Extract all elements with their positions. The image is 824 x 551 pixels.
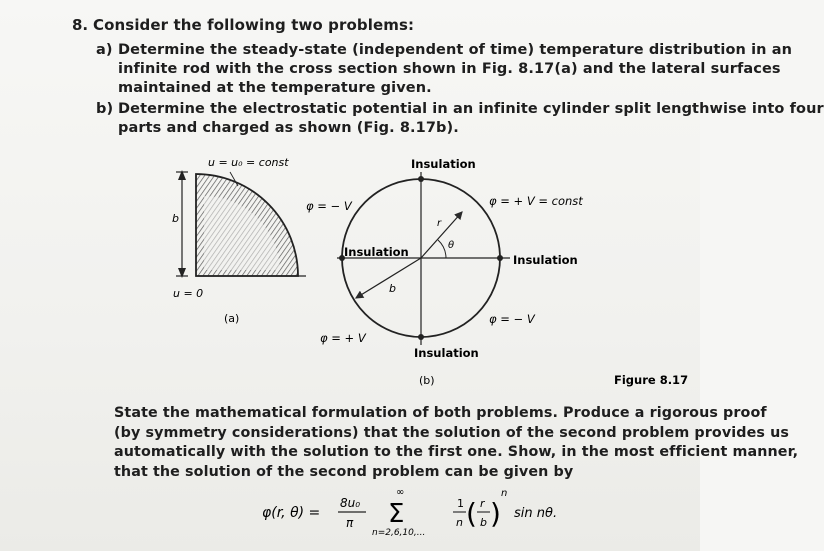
phi-upper-left-label: φ = − V (306, 199, 352, 213)
formula-sum-upper: ∞ (396, 487, 405, 498)
formula-frac-numerator: 1 (457, 497, 464, 510)
insulation-top-label: Insulation (411, 157, 476, 171)
figure-label: Figure 8.17 (614, 373, 689, 387)
problem-intro: Consider the following two problems: (93, 16, 415, 34)
formula-ratio-denominator: b (480, 516, 487, 529)
formula-paren-right: ) (490, 497, 501, 530)
fig-a-top-label: u = u₀ = const (208, 156, 289, 169)
insulation-left-label: Insulation (344, 245, 409, 259)
formula-frac-denominator: n (456, 516, 463, 529)
r-label: r (437, 218, 442, 229)
phi-lower-left-label: φ = + V (320, 331, 366, 345)
fig-a-caption: (a) (224, 312, 240, 325)
insulation-bottom-label: Insulation (414, 346, 479, 360)
fig-b-caption: (b) (419, 374, 435, 387)
formula-trig: sin nθ. (514, 506, 558, 521)
formula-exponent: n (501, 488, 508, 499)
part-a-line-1: Determine the steady-state (independent of time) temperature distribution in an (118, 42, 793, 58)
fig-a-bottom-label: u = 0 (173, 287, 204, 300)
phi-upper-right-label: φ = + V = const (489, 194, 583, 208)
formula-ratio-numerator: r (480, 497, 485, 510)
radius-b-label: b (389, 282, 396, 295)
phi-lower-right-label: φ = − V (489, 312, 535, 326)
formula-paren-left: ( (466, 497, 477, 530)
task-line-1: State the mathematical formulation of both problems. Produce a rigorous proof (114, 405, 767, 421)
part-b-line-2: parts and charged as shown (Fig. 8.17b). (118, 120, 459, 136)
formula-sum-symbol: Σ (388, 499, 405, 529)
part-a-line-2: infinite rod with the cross section shown in Fig. 8.17(a) and the lateral surfaces (118, 61, 781, 77)
fig-a-side-label: b (172, 212, 179, 225)
formula-sum-lower: n=2,6,10,... (372, 528, 426, 538)
insulation-right-label: Insulation (513, 253, 578, 267)
task-line-4: that the solution of the second problem can be given by (114, 463, 574, 480)
task-line-3: automatically with the solution to the first one. Show, in the most efficient manner, (114, 444, 799, 460)
part-a-label: a) (96, 42, 113, 58)
formula-lhs: φ(r, θ) = (262, 505, 321, 521)
part-b-line-1: Determine the electrostatic potential in an infinite cylinder split lengthwise into four (118, 101, 824, 117)
problem-number: 8. (72, 16, 89, 34)
formula-coef-denominator: π (346, 516, 354, 530)
part-a-line-3: maintained at the temperature given. (118, 80, 432, 96)
part-b-label: b) (96, 101, 114, 117)
task-line-2: (by symmetry considerations) that the solution of the second problem provides us (114, 424, 789, 441)
theta-label: θ (448, 240, 455, 251)
formula-coef-numerator: 8u₀ (340, 496, 361, 510)
